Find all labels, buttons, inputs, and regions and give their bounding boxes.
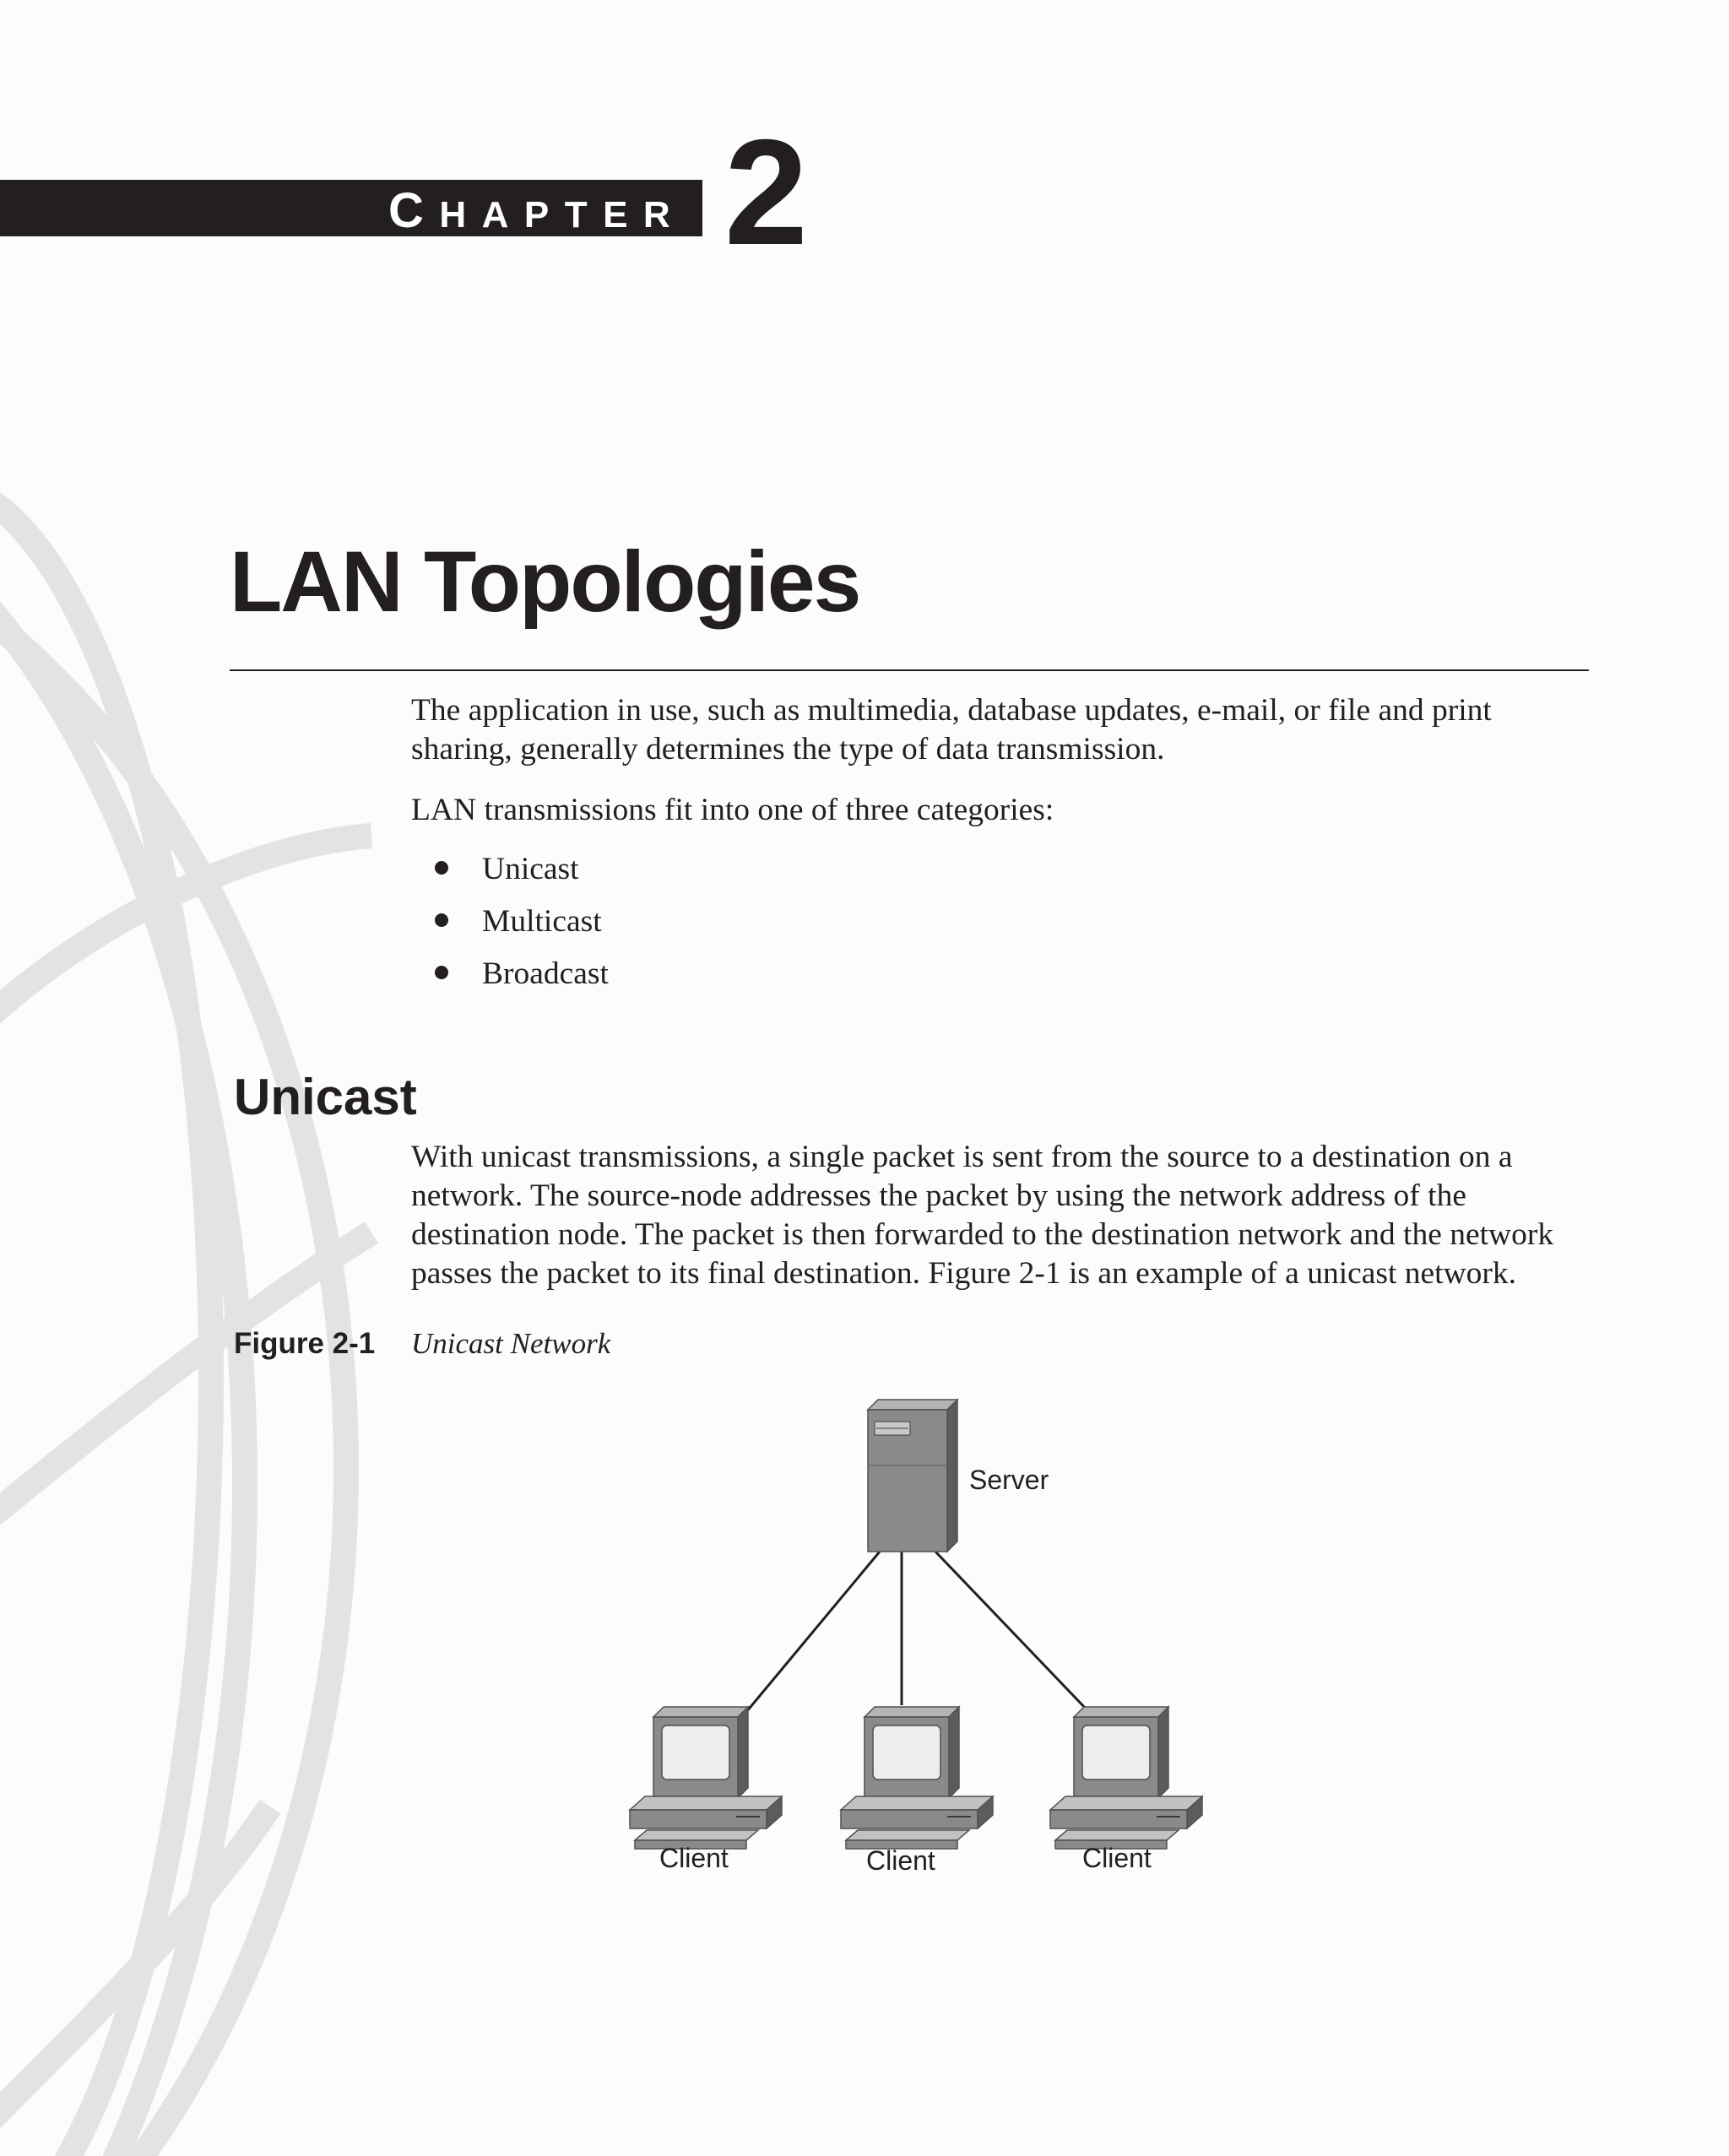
network-links	[746, 1552, 1087, 1712]
client-label: Client	[866, 1845, 935, 1876]
server-icon	[868, 1400, 957, 1552]
client-label: Client	[1082, 1843, 1152, 1873]
figure-label: Figure 2-1	[234, 1327, 376, 1360]
chapter-number: 2	[724, 108, 808, 276]
list-item-text: Unicast	[482, 852, 579, 886]
section-paragraph: With unicast transmissions, a single packet is sent from the source to a destination on a network. The source-node addresses the packet by using the network address of the destination node. The packet is then forwarded to the destination network and the network passes the packet to its final destination. Figure 2-1 is an example of a unicast network.	[411, 1140, 1554, 1291]
figure-caption: Unicast Network	[411, 1327, 611, 1360]
intro-paragraph: LAN transmissions fit into one of three categories:	[411, 793, 1054, 827]
client-computer-icon	[841, 1707, 993, 1849]
client-computer-icon	[1050, 1707, 1202, 1849]
list-item-text: Broadcast	[482, 956, 609, 991]
chapter-label: CHAPTER	[388, 183, 686, 238]
client-label: Client	[659, 1843, 729, 1873]
intro-paragraph: The application in use, such as multimedia, database updates, e-mail, or file and print sharing, generally determines the type of data transmission.	[411, 693, 1492, 767]
list-item-text: Multicast	[482, 904, 602, 939]
server-label: Server	[969, 1465, 1049, 1495]
client-computer-icon	[630, 1707, 782, 1849]
section-heading: Unicast	[234, 1069, 417, 1125]
page-title: LAN Topologies	[230, 534, 860, 630]
